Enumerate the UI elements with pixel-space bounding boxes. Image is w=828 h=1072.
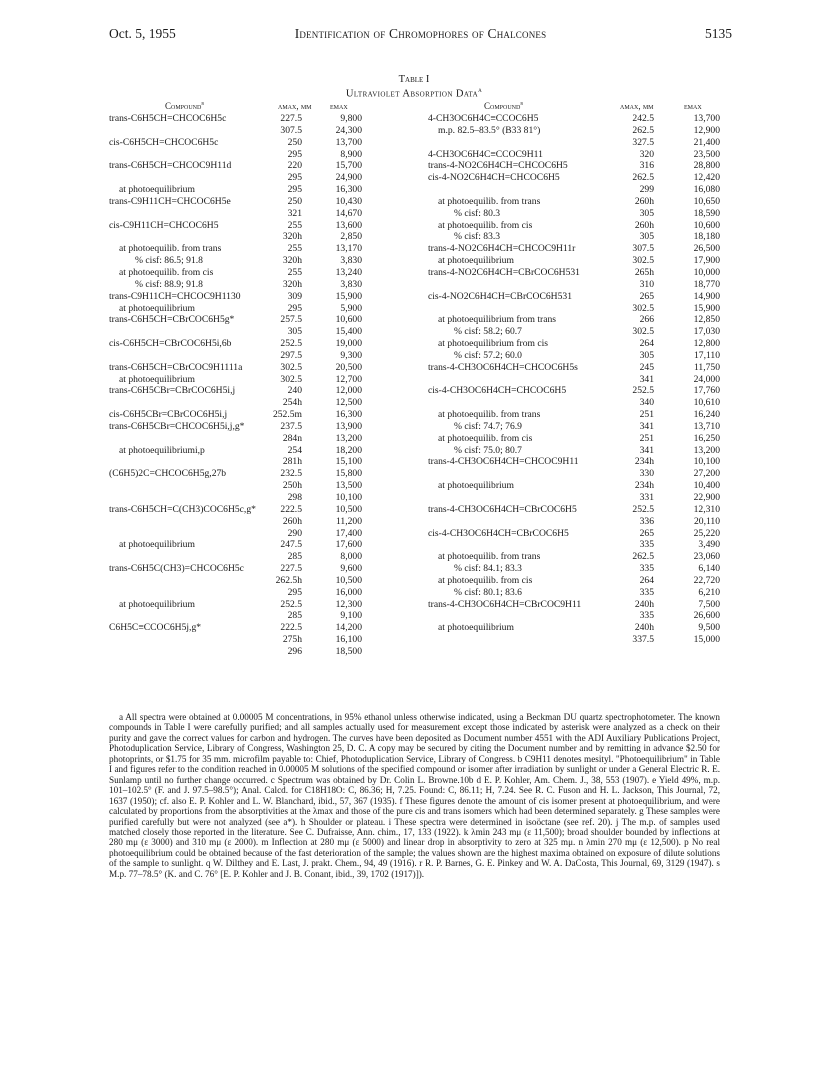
compound-cell bbox=[109, 551, 279, 563]
compound-cell: trans-4-NO2C6H4CH=CHCOC6H5 bbox=[428, 160, 568, 172]
lambda-max-cell: 340 bbox=[639, 397, 654, 409]
lambda-max-cell: 240h bbox=[634, 598, 654, 610]
compound-cell: 4-CH3OC6H4C≡CCOC6H5 bbox=[428, 113, 539, 124]
compound-cell: % cisf: 88.9; 91.8 bbox=[135, 278, 203, 290]
compound-cell: trans-C6H5CBr=CHCOC6H5i,j,g* bbox=[109, 420, 245, 432]
compound-cell: at photoequilibrium bbox=[438, 255, 514, 267]
epsilon-max-cell: 16,250 bbox=[693, 432, 720, 444]
lambda-max-cell: 302.5 bbox=[632, 255, 654, 267]
epsilon-max-cell: 9,500 bbox=[698, 622, 720, 634]
compound-cell bbox=[428, 137, 613, 149]
epsilon-max-cell: 9,600 bbox=[340, 563, 362, 575]
epsilon-max-cell: 16,000 bbox=[335, 586, 362, 598]
compound-cell: m.p. 82.5–83.5° (B33 81°) bbox=[438, 124, 541, 136]
compound-cell: at photoequilibrium bbox=[119, 539, 195, 551]
epsilon-max-cell: 13,600 bbox=[335, 219, 362, 231]
epsilon-max-cell: 9,300 bbox=[340, 349, 362, 361]
compound-cell: % cisf: 86.5; 91.8 bbox=[135, 255, 203, 267]
compound-cell bbox=[428, 492, 613, 504]
epsilon-max-cell: 17,400 bbox=[335, 527, 362, 539]
left-lambda-header: λmax, mμ bbox=[278, 101, 312, 111]
epsilon-max-cell: 17,110 bbox=[693, 349, 720, 361]
left-compound-header-note: b bbox=[201, 101, 205, 107]
lambda-max-cell: 260h bbox=[634, 219, 654, 231]
epsilon-max-cell: 18,200 bbox=[335, 444, 362, 456]
compound-cell: trans-C6H5CH=CBrCOC9H1111a bbox=[109, 361, 243, 373]
lambda-max-cell: 257.5 bbox=[280, 314, 302, 326]
epsilon-max-cell: 13,900 bbox=[335, 420, 362, 432]
epsilon-max-cell: 11,200 bbox=[335, 515, 362, 527]
epsilon-max-cell: 18,770 bbox=[693, 278, 720, 290]
epsilon-max-cell: 17,600 bbox=[335, 539, 362, 551]
lambda-max-cell: 227.5 bbox=[280, 563, 302, 575]
lambda-max-cell: 240 bbox=[287, 385, 302, 397]
lambda-max-cell: 335 bbox=[639, 586, 654, 598]
left-eps-header: εmax bbox=[330, 101, 348, 111]
epsilon-max-cell: 15,000 bbox=[693, 634, 720, 646]
lambda-max-cell: 252.5 bbox=[280, 338, 302, 350]
lambda-max-cell: 262.5 bbox=[632, 172, 654, 184]
lambda-max-cell: 295 bbox=[287, 586, 302, 598]
epsilon-max-cell: 15,900 bbox=[335, 290, 362, 302]
compound-cell: cis-C6H5CBr=CBrCOC6H5i,j bbox=[109, 409, 228, 421]
compound-cell: cis-C6H5CH=CHCOC6H5c bbox=[109, 136, 219, 148]
lambda-max-cell: 295 bbox=[287, 302, 302, 314]
compound-cell bbox=[428, 397, 613, 409]
epsilon-max-cell: 13,170 bbox=[335, 243, 362, 255]
lambda-max-cell: 250h bbox=[282, 480, 302, 492]
left-lambda-column bbox=[268, 113, 302, 658]
right-lambda-column bbox=[614, 113, 654, 646]
lambda-max-cell: 305 bbox=[639, 349, 654, 361]
lambda-max-cell: 295 bbox=[287, 172, 302, 184]
compound-cell: at photoequilib. from trans bbox=[438, 195, 541, 207]
lambda-max-cell: 260h bbox=[282, 515, 302, 527]
lambda-max-cell: 275h bbox=[282, 634, 302, 646]
epsilon-max-cell: 10,400 bbox=[693, 480, 720, 492]
lambda-max-cell: 247.5 bbox=[280, 539, 302, 551]
compound-cell: % cisf: 57.2; 60.0 bbox=[454, 349, 522, 361]
epsilon-max-cell: 13,700 bbox=[693, 113, 720, 124]
compound-cell: at photoequilibrium bbox=[119, 302, 195, 314]
compound-cell bbox=[109, 350, 279, 362]
lambda-max-cell: 242.5 bbox=[632, 113, 654, 124]
lambda-max-cell: 290 bbox=[287, 527, 302, 539]
right-lambda-header: λmax, mμ bbox=[620, 101, 654, 111]
compound-cell: trans-C9H11CH=CHCOC6H5e bbox=[109, 195, 231, 207]
compound-cell: trans-4-NO2C6H4CH=CBrCOC6H531 bbox=[428, 266, 580, 278]
compound-cell bbox=[428, 279, 613, 291]
epsilon-max-cell: 10,650 bbox=[693, 195, 720, 207]
compound-cell: % cisf: 58.2; 60.7 bbox=[454, 326, 522, 338]
lambda-max-cell: 320h bbox=[282, 255, 302, 267]
lambda-max-cell: 237.5 bbox=[280, 420, 302, 432]
table-title bbox=[0, 86, 828, 100]
lambda-max-cell: 254h bbox=[282, 397, 302, 409]
epsilon-max-cell: 19,000 bbox=[335, 338, 362, 350]
compound-cell: % cisf: 80.1; 83.6 bbox=[454, 586, 522, 598]
compound-cell: trans-C6H5C(CH3)=CHCOC6H5c bbox=[109, 563, 244, 575]
lambda-max-cell: 254 bbox=[287, 444, 302, 456]
compound-cell: cis-4-NO2C6H4CH=CBrCOC6H531 bbox=[428, 290, 572, 302]
epsilon-max-cell: 12,900 bbox=[693, 124, 720, 136]
right-compound-header-text: Compound bbox=[484, 101, 521, 111]
lambda-max-cell: 341 bbox=[639, 420, 654, 432]
epsilon-max-cell: 9,100 bbox=[340, 610, 362, 622]
compound-cell bbox=[109, 575, 279, 587]
epsilon-max-cell: 12,300 bbox=[335, 598, 362, 610]
lambda-max-cell: 336 bbox=[639, 515, 654, 527]
table-footnotes: a All spectra were obtained at 0.00005 M concentrations, in 95% ethanol unless otherwise indicated, using a Beckman DU quartz spectrophotometer. The known compounds in Table I were carefully purified; and all samples actually used for measurement except those indicated by asterisk were analyzed as a check on their purity and gave the correct values for carbon and hydrogen. The curves have been deposited as Document number 4551 with the ADI Auxiliary Publications Project, Photoduplication Service, Library of Congress, Washington 25, D. C. A copy may be secured by citing the Document number and by remitting in advance $2.50 for photoprints, or $1.75 for 35 mm. microfilm payable to: Chief, Photoduplication Service, Library of Congress. b C9H11 denotes mesityl. "Photoequilibrium" in Table I and figures refer to the condition reached in 0.00005 M solutions of the specified compound or isomer after irradiation by sunlight or under a General Electric R. E. Sunlamp until no further change occurred. c Spectrum was obtained by Dr. Colin L. Browne.10b d E. P. Kohler, Am. Chem. J., 38, 553 (1907). e Yield 49%, m.p. 101–102.5° (F. and J. 97.5–98.5°); Anal. Calcd. for C18H18O: C, 86.36; H, 7.25. Found: C, 86.11; H, 7.24. See R. C. Fuson and H. L. Jackson, This Journal, 72, 1637 (1950); cf. also E. P. Kohler and L. W. Blanchard, ibid., 57, 367 (1935). f These figures denote the amount of cis isomer present at photoequilibrium, and were calculated by proportions from the absorptivities at the λmax and those of the pure cis and trans isomers which had been determined separately. g These samples were purified carefully but were not analyzed (see a*). h Shoulder or plateau. i These spectra were determined in isoöctane (see ref. 20). j The m.p. of samples used matched closely those reported in the literature. See C. Dufraisse, Ann. chim., 17, 133 (1922). k λmin 243 mμ (ε 11,500); broad shoulder bounded by inflections at 280 mμ (ε 3000) and 310 mμ (ε 2000). m Inflection at 280 mμ (ε 5000) and linear drop in absorptivity to zero at 325 mμ. n λmin 270 mμ (ε 12,500). p No real photoequilibrium could be obtained because of the fast deterioration of the sample; the values shown are the highest maxima obtained on exposure of dilute solutions of the sample to sunlight. q W. Dilthey and E. Last, J. prakt. Chem., 94, 49 (1916). r R. P. Barnes, G. E. Pinkey and W. A. DaCosta, This Journal, 69, 3129 (1947). s M.p. 77–78.5° (K. and C. 76° [E. P. Kohler and J. B. Conant, ibid., 39, 1702 (1917)]). bbox=[109, 712, 720, 879]
epsilon-max-cell: 16,100 bbox=[335, 634, 362, 646]
epsilon-max-cell: 20,110 bbox=[693, 515, 720, 527]
lambda-max-cell: 250 bbox=[287, 136, 302, 148]
lambda-max-cell: 307.5 bbox=[280, 124, 302, 136]
epsilon-max-cell: 12,500 bbox=[335, 397, 362, 409]
lambda-max-cell: 262.5h bbox=[275, 574, 302, 586]
compound-cell: at photoequilibrium bbox=[119, 598, 195, 610]
epsilon-max-cell: 10,500 bbox=[335, 503, 362, 515]
epsilon-max-cell: 8,900 bbox=[340, 148, 362, 160]
lambda-max-cell: 305 bbox=[639, 207, 654, 219]
lambda-max-cell: 262.5 bbox=[632, 124, 654, 136]
compound-cell bbox=[109, 456, 279, 468]
compound-cell bbox=[428, 184, 613, 196]
compound-cell: at photoequilibrium bbox=[119, 373, 195, 385]
lambda-max-cell: 305 bbox=[639, 231, 654, 243]
epsilon-max-cell: 26,600 bbox=[693, 610, 720, 622]
compound-cell bbox=[109, 528, 279, 540]
table-title-note: a bbox=[478, 86, 483, 94]
lambda-max-cell: 321 bbox=[287, 207, 302, 219]
epsilon-max-cell: 3,830 bbox=[340, 278, 362, 290]
compound-cell: trans-C6H5CH=C(CH3)COC6H5c,g* bbox=[109, 503, 256, 515]
epsilon-max-cell: 11,750 bbox=[693, 361, 720, 373]
lambda-max-cell: 255 bbox=[287, 219, 302, 231]
lambda-max-cell: 331 bbox=[639, 492, 654, 503]
compound-cell: trans-C6H5CH=CBrCOC6H5g* bbox=[109, 314, 235, 326]
epsilon-max-cell: 10,600 bbox=[693, 219, 720, 231]
epsilon-max-cell: 23,060 bbox=[693, 551, 720, 563]
epsilon-max-cell: 15,900 bbox=[693, 302, 720, 314]
lambda-max-cell: 330 bbox=[639, 468, 654, 480]
lambda-max-cell: 234h bbox=[634, 480, 654, 492]
compound-cell bbox=[109, 433, 279, 445]
epsilon-max-cell: 18,500 bbox=[335, 645, 362, 657]
compound-cell: cis-4-CH3OC6H4CH=CBrCOC6H5 bbox=[428, 527, 569, 539]
lambda-max-cell: 245 bbox=[639, 361, 654, 373]
compound-cell: at photoequilibrium from cis bbox=[438, 338, 549, 350]
epsilon-max-cell: 15,700 bbox=[335, 160, 362, 172]
lambda-max-cell: 302.5 bbox=[280, 361, 302, 373]
compound-cell bbox=[109, 516, 279, 528]
compound-cell: C6H5C≡CCOC6H5j,g* bbox=[109, 622, 202, 634]
compound-cell: trans-C6H5CH=CHCOC9H11d bbox=[109, 160, 232, 172]
lambda-max-cell: 252.5 bbox=[632, 503, 654, 515]
compound-cell: cis-C9H11CH=CHCOC6H5 bbox=[109, 219, 219, 231]
epsilon-max-cell: 12,420 bbox=[693, 172, 720, 184]
lambda-max-cell: 264 bbox=[639, 574, 654, 586]
compound-cell bbox=[428, 610, 613, 622]
compound-cell: trans-4-CH3OC6H4CH=CHCOC6H5s bbox=[428, 361, 578, 373]
compound-cell: at photoequilibrium bbox=[438, 480, 514, 492]
epsilon-max-cell: 3,830 bbox=[340, 255, 362, 267]
compound-cell: 4-CH3OC6H4C≡CCOC9H11 bbox=[428, 148, 543, 160]
epsilon-max-cell: 6,210 bbox=[698, 586, 720, 598]
epsilon-max-cell: 24,300 bbox=[335, 124, 362, 136]
epsilon-max-cell: 10,610 bbox=[693, 397, 720, 409]
epsilon-max-cell: 10,500 bbox=[335, 574, 362, 586]
epsilon-max-cell: 13,500 bbox=[335, 480, 362, 492]
compound-cell: % cisf: 80.3 bbox=[454, 207, 501, 219]
lambda-max-cell: 234h bbox=[634, 456, 654, 468]
lambda-max-cell: 260h bbox=[634, 195, 654, 207]
epsilon-max-cell: 22,900 bbox=[693, 492, 720, 503]
compound-cell: cis-4-CH3OC6H4CH=CHCOC6H5 bbox=[428, 385, 567, 397]
running-header bbox=[109, 26, 732, 46]
epsilon-max-cell: 5,900 bbox=[340, 302, 362, 314]
left-compound-column bbox=[109, 113, 279, 658]
compound-cell bbox=[428, 468, 613, 480]
epsilon-max-cell: 12,000 bbox=[335, 385, 362, 397]
lambda-max-cell: 255 bbox=[287, 243, 302, 255]
epsilon-max-cell: 10,000 bbox=[693, 266, 720, 278]
epsilon-max-cell: 12,310 bbox=[693, 503, 720, 515]
compound-cell bbox=[109, 634, 279, 646]
left-eps-column bbox=[310, 113, 362, 658]
epsilon-max-cell: 24,000 bbox=[693, 373, 720, 385]
lambda-max-cell: 299 bbox=[639, 184, 654, 196]
compound-cell: at photoequilib. from cis bbox=[119, 266, 214, 278]
compound-cell: at photoequilibriumi,p bbox=[119, 444, 205, 456]
journal-date: Oct. 5, 1955 bbox=[109, 26, 176, 41]
epsilon-max-cell: 25,220 bbox=[693, 527, 720, 539]
lambda-max-cell: 264 bbox=[639, 338, 654, 350]
epsilon-max-cell: 14,670 bbox=[335, 207, 362, 219]
table-label: Table I bbox=[398, 74, 430, 85]
compound-cell: cis-C6H5CH=CBrCOC6H5i,6b bbox=[109, 338, 232, 350]
epsilon-max-cell: 10,100 bbox=[335, 492, 362, 503]
compound-cell: at photoequilib. from trans bbox=[438, 551, 541, 563]
lambda-max-cell: 305 bbox=[287, 326, 302, 338]
compound-cell bbox=[109, 149, 279, 161]
compound-cell: % cisf: 74.7; 76.9 bbox=[454, 420, 522, 432]
right-compound-header bbox=[484, 101, 523, 111]
lambda-max-cell: 335 bbox=[639, 539, 654, 551]
epsilon-max-cell: 27,200 bbox=[693, 468, 720, 480]
lambda-max-cell: 295 bbox=[287, 184, 302, 196]
lambda-max-cell: 252.5m bbox=[272, 409, 302, 421]
epsilon-max-cell: 15,400 bbox=[335, 326, 362, 338]
compound-cell: trans-C6H5CBr=CBrCOC6H5i,j bbox=[109, 385, 236, 397]
epsilon-max-cell: 13,200 bbox=[335, 432, 362, 444]
right-compound-header-note: b bbox=[520, 101, 524, 107]
lambda-max-cell: 335 bbox=[639, 563, 654, 575]
lambda-max-cell: 284n bbox=[282, 432, 302, 444]
epsilon-max-cell: 9,800 bbox=[340, 113, 362, 124]
lambda-max-cell: 310 bbox=[639, 278, 654, 290]
lambda-max-cell: 222.5 bbox=[280, 503, 302, 515]
lambda-max-cell: 262.5 bbox=[632, 551, 654, 563]
compound-cell bbox=[109, 480, 279, 492]
compound-cell bbox=[109, 172, 279, 184]
compound-cell bbox=[428, 374, 613, 386]
epsilon-max-cell: 15,800 bbox=[335, 468, 362, 480]
epsilon-max-cell: 13,240 bbox=[335, 266, 362, 278]
lambda-max-cell: 295 bbox=[287, 148, 302, 160]
lambda-max-cell: 251 bbox=[639, 409, 654, 421]
compound-cell: trans-4-CH3OC6H4CH=CBrCOC6H5 bbox=[428, 503, 577, 515]
lambda-max-cell: 265 bbox=[639, 290, 654, 302]
compound-cell: at photoequilib. from trans bbox=[119, 243, 222, 255]
compound-cell bbox=[428, 539, 613, 551]
right-eps-header: εmax bbox=[684, 101, 702, 111]
epsilon-max-cell: 6,140 bbox=[698, 563, 720, 575]
compound-cell: trans-C9H11CH=CHCOC9H1130 bbox=[109, 290, 241, 302]
lambda-max-cell: 316 bbox=[639, 160, 654, 172]
epsilon-max-cell: 26,500 bbox=[693, 243, 720, 255]
compound-cell bbox=[428, 303, 613, 315]
epsilon-max-cell: 16,300 bbox=[335, 409, 362, 421]
compound-cell: (C6H5)2C=CHCOC6H5g,27b bbox=[109, 468, 227, 480]
compound-cell bbox=[109, 326, 279, 338]
compound-cell bbox=[109, 231, 279, 243]
epsilon-max-cell: 15,100 bbox=[335, 456, 362, 468]
compound-cell: trans-4-NO2C6H4CH=CHCOC9H11r bbox=[428, 243, 576, 255]
compound-cell: cis-4-NO2C6H4CH=CHCOC6H5 bbox=[428, 172, 560, 184]
lambda-max-cell: 302.5 bbox=[632, 302, 654, 314]
lambda-max-cell: 250 bbox=[287, 195, 302, 207]
epsilon-max-cell: 13,700 bbox=[335, 136, 362, 148]
lambda-max-cell: 222.5 bbox=[280, 622, 302, 634]
running-title: Identification of Chromophores of Chalcones bbox=[294, 26, 547, 41]
lambda-max-cell: 281h bbox=[282, 456, 302, 468]
epsilon-max-cell: 17,900 bbox=[693, 255, 720, 267]
compound-cell bbox=[109, 397, 279, 409]
lambda-max-cell: 327.5 bbox=[632, 136, 654, 148]
lambda-max-cell: 220 bbox=[287, 160, 302, 172]
compound-cell bbox=[109, 125, 279, 137]
table-title-text: Ultraviolet Absorption Data bbox=[345, 88, 479, 100]
epsilon-max-cell: 21,400 bbox=[693, 136, 720, 148]
compound-cell bbox=[109, 587, 279, 599]
page-number: 5135 bbox=[705, 26, 732, 41]
lambda-max-cell: 232.5 bbox=[280, 468, 302, 480]
epsilon-max-cell: 8,000 bbox=[340, 551, 362, 563]
compound-cell bbox=[109, 646, 279, 658]
compound-cell: trans-C6H5CH=CHCOC6H5c bbox=[109, 113, 227, 124]
compound-cell: % cisf: 83.3 bbox=[454, 231, 501, 243]
compound-cell: trans-4-CH3OC6H4CH=CBrCOC9H11 bbox=[428, 598, 582, 610]
lambda-max-cell: 265 bbox=[639, 527, 654, 539]
epsilon-max-cell: 22,720 bbox=[693, 574, 720, 586]
compound-cell: at photoequilibrium from trans bbox=[438, 314, 557, 326]
lambda-max-cell: 302.5 bbox=[280, 373, 302, 385]
epsilon-max-cell: 16,240 bbox=[693, 409, 720, 421]
epsilon-max-cell: 2,850 bbox=[340, 231, 362, 243]
lambda-max-cell: 307.5 bbox=[632, 243, 654, 255]
lambda-max-cell: 337.5 bbox=[632, 634, 654, 646]
epsilon-max-cell: 23,500 bbox=[693, 148, 720, 160]
lambda-max-cell: 240h bbox=[634, 622, 654, 634]
lambda-max-cell: 309 bbox=[287, 290, 302, 302]
epsilon-max-cell: 14,900 bbox=[693, 290, 720, 302]
lambda-max-cell: 320 bbox=[639, 148, 654, 160]
right-eps-column bbox=[666, 113, 720, 646]
left-compound-header bbox=[165, 101, 204, 111]
compound-cell bbox=[428, 516, 613, 528]
compound-cell bbox=[109, 610, 279, 622]
lambda-max-cell: 255 bbox=[287, 266, 302, 278]
epsilon-max-cell: 12,850 bbox=[693, 314, 720, 326]
epsilon-max-cell: 13,200 bbox=[693, 444, 720, 456]
epsilon-max-cell: 12,700 bbox=[335, 373, 362, 385]
epsilon-max-cell: 16,080 bbox=[693, 184, 720, 196]
compound-cell bbox=[428, 634, 613, 646]
lambda-max-cell: 252.5 bbox=[280, 598, 302, 610]
epsilon-max-cell: 24,900 bbox=[335, 172, 362, 184]
compound-cell: at photoequilibrium bbox=[438, 622, 514, 634]
compound-cell bbox=[109, 208, 279, 220]
lambda-max-cell: 251 bbox=[639, 432, 654, 444]
epsilon-max-cell: 12,800 bbox=[693, 338, 720, 350]
epsilon-max-cell: 28,800 bbox=[693, 160, 720, 172]
compound-cell: at photoequilib. from cis bbox=[438, 219, 533, 231]
epsilon-max-cell: 17,760 bbox=[693, 385, 720, 397]
lambda-max-cell: 341 bbox=[639, 373, 654, 385]
compound-cell: at photoequilib. from cis bbox=[438, 574, 533, 586]
compound-cell: % cisf: 75.0; 80.7 bbox=[454, 444, 522, 456]
lambda-max-cell: 285 bbox=[287, 610, 302, 622]
left-compound-header-text: Compound bbox=[165, 101, 202, 111]
right-compound-column bbox=[428, 113, 613, 646]
epsilon-max-cell: 18,590 bbox=[693, 207, 720, 219]
compound-cell: trans-4-CH3OC6H4CH=CHCOC9H11 bbox=[428, 456, 579, 468]
lambda-max-cell: 297.5 bbox=[280, 349, 302, 361]
compound-cell: % cisf: 84.1; 83.3 bbox=[454, 563, 522, 575]
lambda-max-cell: 335 bbox=[639, 610, 654, 622]
lambda-max-cell: 296 bbox=[287, 645, 302, 657]
lambda-max-cell: 227.5 bbox=[280, 113, 302, 124]
compound-cell: at photoequilib. from cis bbox=[438, 432, 533, 444]
compound-cell: at photoequilib. from trans bbox=[438, 409, 541, 421]
epsilon-max-cell: 14,200 bbox=[335, 622, 362, 634]
epsilon-max-cell: 7,500 bbox=[698, 598, 720, 610]
epsilon-max-cell: 18,180 bbox=[693, 231, 720, 243]
epsilon-max-cell: 13,710 bbox=[693, 420, 720, 432]
lambda-max-cell: 285 bbox=[287, 551, 302, 563]
lambda-max-cell: 341 bbox=[639, 444, 654, 456]
lambda-max-cell: 252.5 bbox=[632, 385, 654, 397]
epsilon-max-cell: 16,300 bbox=[335, 184, 362, 196]
epsilon-max-cell: 17,030 bbox=[693, 326, 720, 338]
epsilon-max-cell: 10,600 bbox=[335, 314, 362, 326]
lambda-max-cell: 265h bbox=[634, 266, 654, 278]
lambda-max-cell: 266 bbox=[639, 314, 654, 326]
lambda-max-cell: 298 bbox=[287, 492, 302, 503]
compound-cell bbox=[109, 492, 279, 504]
lambda-max-cell: 320h bbox=[282, 278, 302, 290]
epsilon-max-cell: 10,430 bbox=[335, 195, 362, 207]
epsilon-max-cell: 20,500 bbox=[335, 361, 362, 373]
epsilon-max-cell: 3,490 bbox=[698, 539, 720, 551]
lambda-max-cell: 320h bbox=[282, 231, 302, 243]
compound-cell: at photoequilibrium bbox=[119, 184, 195, 196]
lambda-max-cell: 302.5 bbox=[632, 326, 654, 338]
epsilon-max-cell: 10,100 bbox=[693, 456, 720, 468]
